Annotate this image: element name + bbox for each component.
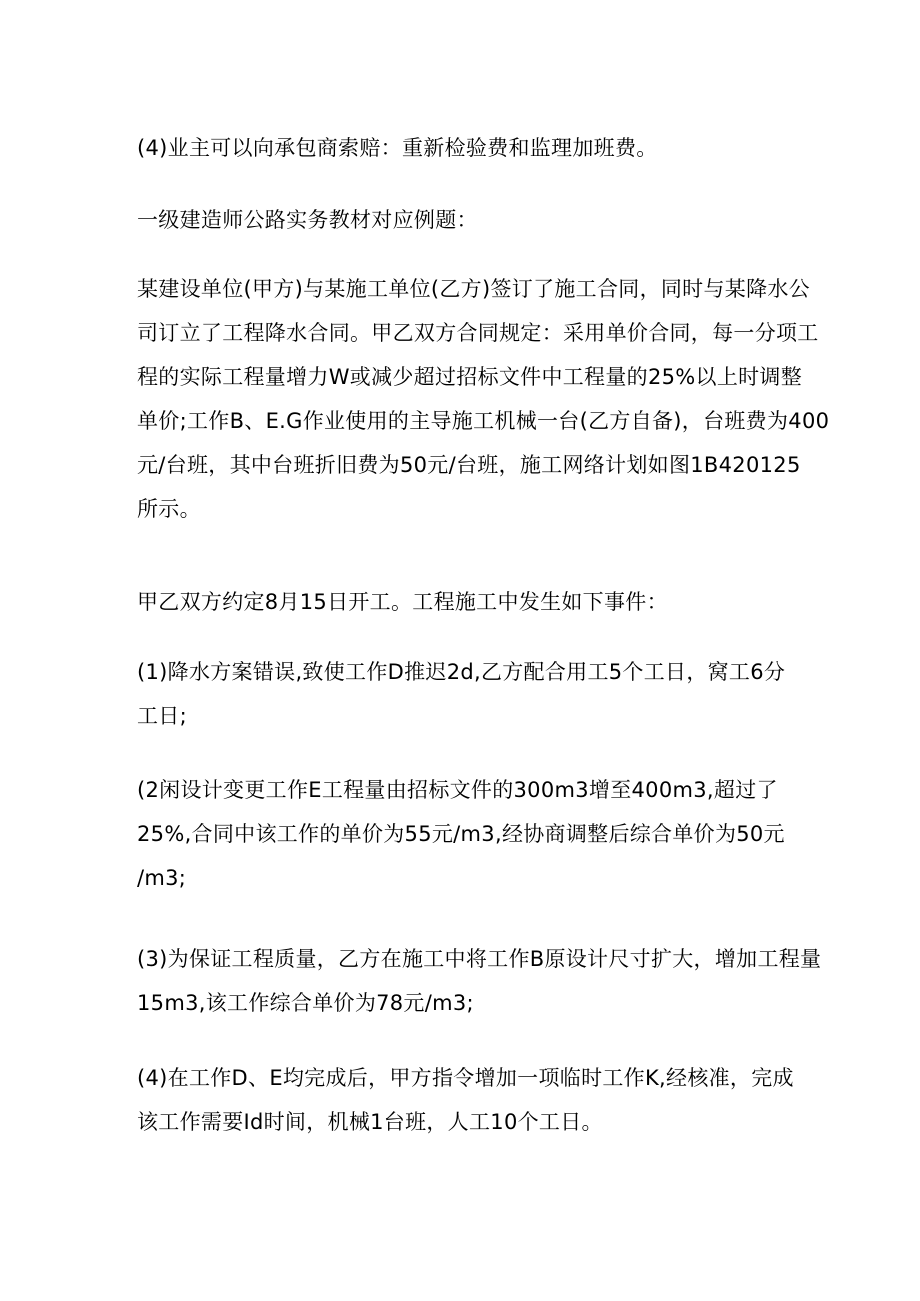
paragraph-event-3 (137, 937, 822, 1025)
text-line: 甲乙双方约定8月15日开工。工程施工中发生如下事件： (137, 590, 668, 614)
paragraph-heading (137, 198, 797, 242)
text-line: 单价;工作B、E.G作业使用的主导施工机械一台(乙方自备)，台班费为400 (137, 409, 830, 433)
text-line: 程的实际工程量增力W或减少超过招标文件中工程量的25%以上时调整 (137, 365, 803, 389)
text-line: 15m3,该工作综合单价为78元/m3; (137, 991, 474, 1015)
text-line: 一级建造师公路实务教材对应例题： (137, 208, 478, 232)
text-line: 某建设单位(甲方)与某施工单位(乙方)签订了施工合同，同时与某降水公 (137, 277, 810, 301)
text-line: 元/台班，其中台班折旧费为50元/台班，施工网络计划如图1B420125 (137, 453, 801, 477)
paragraph-event-2 (137, 768, 797, 900)
paragraph-start-date (137, 580, 797, 624)
paragraph-contract (137, 267, 830, 531)
text-line: (4)在工作D、E均完成后，甲方指令增加一项临时工作K,经核准，完成 (137, 1066, 794, 1090)
paragraph-event-1 (137, 650, 797, 738)
text-line: /m3; (137, 866, 187, 890)
text-line: 所示。 (137, 497, 201, 521)
text-line: (2闲设计变更工作E工程量由招标文件的300m3增至400m3,超过了 (137, 778, 778, 802)
paragraph-owner-claim (137, 126, 797, 170)
text-line: 司订立了工程降水合同。甲乙双方合同规定：采用单价合同，每一分项工 (137, 321, 819, 345)
text-line: 25%,合同中该工作的单价为55元/m3,经协商调整后综合单价为50元 (137, 822, 785, 846)
text-line: 工日; (137, 704, 187, 728)
text-line: (3)为保证工程质量，乙方在施工中将工作B原设计尺寸扩大，增加工程量 (137, 947, 822, 971)
text-line: (4)业主可以向承包商索赔：重新检验费和监理加班费。 (137, 136, 658, 160)
paragraph-event-4 (137, 1056, 797, 1144)
text-line: 该工作需要Id时间，机械1台班，人工10个工日。 (137, 1110, 603, 1134)
text-line: (1)降水方案错误,致使工作D推迟2d,乙方配合用工5个工日，窝工6分 (137, 660, 786, 684)
